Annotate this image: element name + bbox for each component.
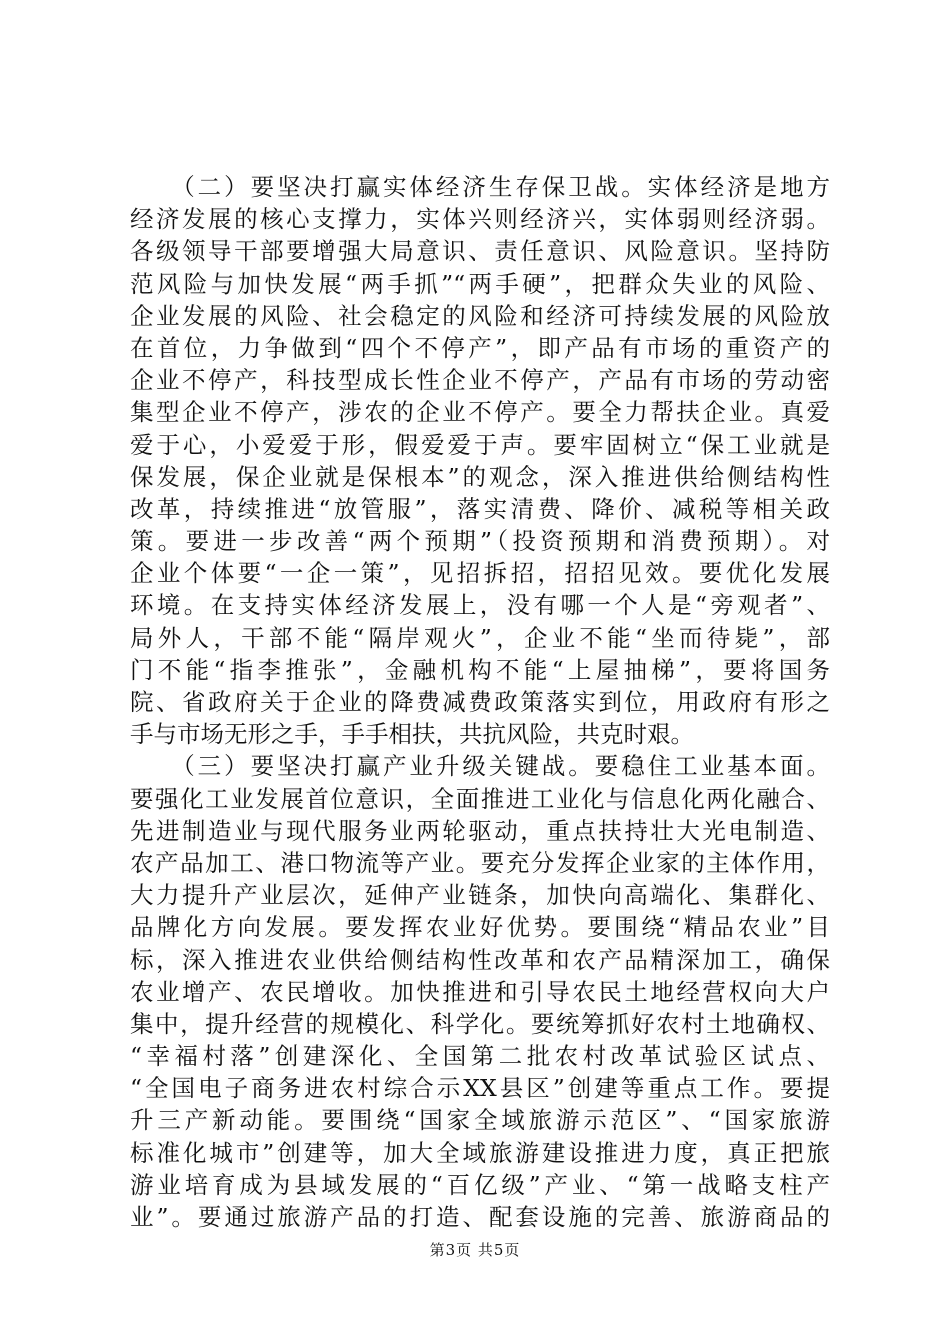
- text-line: 集型企业不停产，涉农的企业不停产。要全力帮扶企业。真爱: [130, 398, 830, 427]
- text-line: 升三产新动能。要围绕“国家全域旅游示范区”、“国家旅游: [130, 1106, 830, 1135]
- text-line: 手与市场无形之手，手手相扶，共抗风险，共克时艰。: [130, 720, 694, 749]
- text-line: 院、省政府关于企业的降费减费政策落实到位，用政府有形之: [130, 688, 830, 716]
- text-line: 企业个体要“一企一策”，见招拆招，招招见效。要优化发展: [130, 559, 830, 588]
- text-line: 在首位，力争做到“四个不停产”，即产品有市场的重资产的: [130, 333, 830, 362]
- text-line: 门不能“指李推张”，金融机构不能“上屋抽梯”，要将国务: [130, 655, 830, 684]
- text-line: 局外人，干部不能“隔岸观火”，企业不能“坐而待毙”，部: [130, 623, 830, 652]
- text-line: 游业培育成为县域发展的“百亿级”产业、“第一战略支柱产: [130, 1170, 830, 1199]
- text-line: 保发展，保企业就是保根本”的观念，深入推进供给侧结构性: [130, 462, 830, 491]
- text-line: 爱于心，小爱爱于形，假爱爱于声。要牢固树立“保工业就是: [130, 430, 830, 459]
- text-line: 品牌化方向发展。要发挥农业好优势。要围绕“精品农业”目: [130, 913, 830, 942]
- text-line: 大力提升产业层次，延伸产业链条，加快向高端化、集群化、: [130, 881, 830, 910]
- body-text: [130, 171, 830, 1233]
- text-line: （二）要坚决打赢实体经济生存保卫战。实体经济是地方: [130, 173, 830, 201]
- text-line: “全国电子商务进农村综合示XX县区”创建等重点工作。要提: [130, 1074, 830, 1103]
- text-line: 企业发展的风险、社会稳定的风险和经济可持续发展的风险放: [130, 301, 830, 330]
- text-line: 改革，持续推进“放管服”，落实清费、降价、减税等相关政: [130, 494, 830, 523]
- page-number-footer: 第3页 共5页: [429, 1241, 521, 1259]
- text-line: 标，深入推进农业供给侧结构性改革和农产品精深加工，确保: [130, 945, 830, 974]
- text-line: 策。要进一步改善“两个预期”（投资预期和消费预期）。对: [130, 527, 830, 556]
- text-line: 农业增产、农民增收。加快推进和引导农民土地经营权向大户: [130, 977, 830, 1006]
- text-line: 要强化工业发展首位意识，全面推进工业化与信息化两化融合、: [130, 784, 830, 813]
- text-line: （三）要坚决打赢产业升级关键战。要稳住工业基本面。: [130, 752, 830, 781]
- text-line: 范风险与加快发展“两手抓”“两手硬”，把群众失业的风险、: [130, 269, 830, 298]
- text-line: 经济发展的核心支撑力，实体兴则经济兴，实体弱则经济弱。: [130, 205, 830, 234]
- text-line: “幸福村落”创建深化、全国第二批农村改革试验区试点、: [130, 1042, 830, 1071]
- text-line: 环境。在支持实体经济发展上，没有哪一个人是“旁观者”、: [130, 591, 830, 620]
- text-line: 企业不停产，科技型成长性企业不停产，产品有市场的劳动密: [130, 366, 830, 395]
- text-line: 集中，提升经营的规模化、科学化。要统筹抓好农村土地确权、: [130, 1009, 830, 1038]
- text-line: 业”。要通过旅游产品的打造、配套设施的完善、旅游商品的: [130, 1203, 830, 1231]
- text-line: 先进制造业与现代服务业两轮驱动，重点扶持壮大光电制造、: [130, 816, 830, 845]
- text-line: 农产品加工、港口物流等产业。要充分发挥企业家的主体作用，: [130, 848, 830, 877]
- text-line: 各级领导干部要增强大局意识、责任意识、风险意识。坚持防: [130, 237, 830, 266]
- text-line: 标准化城市”创建等，加大全域旅游建设推进力度，真正把旅: [130, 1138, 830, 1167]
